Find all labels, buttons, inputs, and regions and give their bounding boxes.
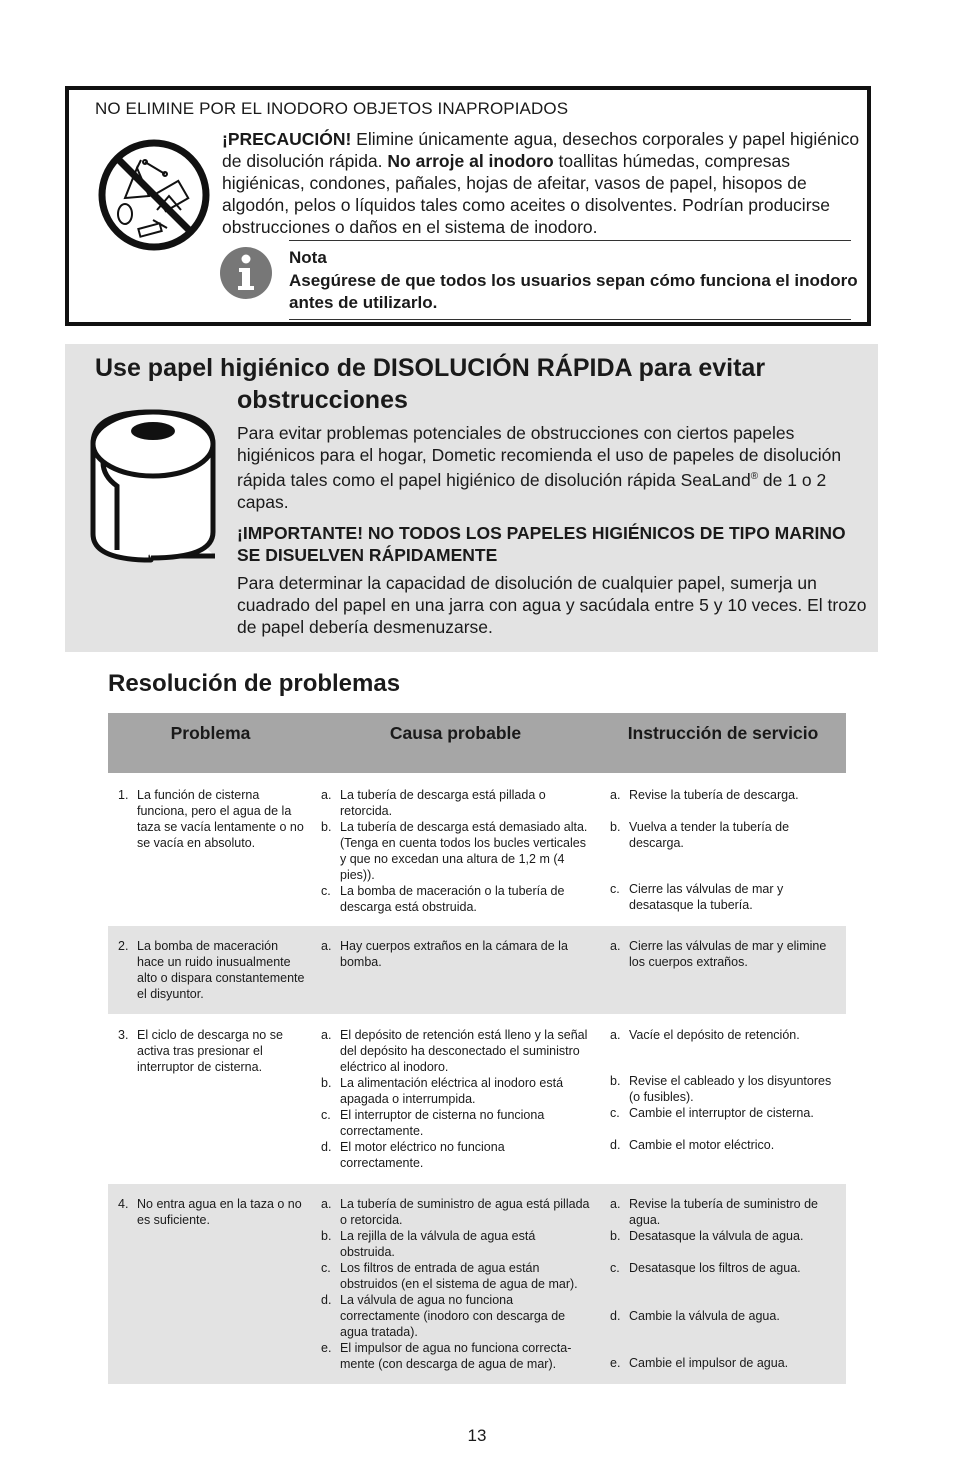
action-marker: a. [610, 1028, 621, 1042]
problem-text: La bomba de maceración hace un ruido inusualmente alto o dispara constantemente el disyuntor. [137, 939, 305, 1001]
problem-text: La función de cisterna funciona, pero el agua de la taza se vacía lentamente o no se vacía en absoluto. [137, 788, 304, 850]
action-text: Revise el cableado y los disyuntores (o fusibles). [629, 1074, 832, 1104]
cause-marker: a. [321, 939, 332, 953]
paper-paragraph-1 [237, 422, 872, 513]
problem-cell [118, 1196, 308, 1228]
problem-cell [118, 938, 308, 1002]
problem-text: No entra agua en la taza o no es suficiente. [137, 1197, 302, 1227]
action-marker: c. [610, 1106, 620, 1120]
action-marker: a. [610, 1197, 621, 1211]
cause-marker: d. [321, 1140, 332, 1154]
caution-text-1: Elimine únicamente agua, desechos corporales y papel higiénico de disolución rápida. [222, 129, 860, 171]
table-row [108, 773, 846, 926]
registered-mark: ® [750, 471, 759, 482]
cause-marker: b. [321, 1229, 332, 1243]
cause-marker: c. [321, 1261, 331, 1275]
cause-text: La tubería de suministro de agua está pillada o retorcida. [340, 1197, 590, 1227]
header-action: Instrucción de servicio [627, 723, 819, 743]
note-divider-bottom [289, 319, 851, 320]
action-text: Desatasque la válvula de agua. [629, 1229, 804, 1243]
action-marker: a. [610, 939, 621, 953]
cause-text: Hay cuerpos extraños en la cámara de la bomba. [340, 939, 568, 969]
action-text: Cambie el impulsor de agua. [629, 1356, 789, 1370]
problem-number: 4. [118, 1197, 129, 1211]
problem-number: 2. [118, 939, 129, 953]
action-marker: d. [610, 1138, 621, 1152]
prohibited-items-icon [97, 138, 211, 252]
panel-title-line2: obstrucciones [237, 386, 408, 414]
toilet-roll-icon [85, 404, 221, 564]
action-text: Vuelva a tender la tubería de descarga. [629, 820, 790, 850]
action-text: Cambie la válvula de agua. [629, 1309, 780, 1323]
cause-text: El impulsor de agua no funciona correcta-mente (con descarga de agua de mar). [340, 1341, 572, 1371]
header-problem: Problema [170, 723, 251, 743]
note-title: Nota [289, 248, 327, 267]
action-text: Cierre las válvulas de mar y desatasque la tubería. [629, 882, 784, 912]
cause-marker: d. [321, 1293, 332, 1307]
problem-cell [118, 787, 308, 851]
table-header [108, 713, 846, 773]
page-number: 13 [467, 1426, 487, 1445]
problem-number: 1. [118, 788, 129, 802]
paper-paragraph-1-b: de 1 o 2 capas. [237, 469, 827, 512]
cause-marker: e. [321, 1341, 332, 1355]
action-cell [610, 1196, 840, 1371]
action-cell [610, 1027, 840, 1153]
cause-cell [321, 787, 591, 915]
cause-marker: c. [321, 884, 331, 898]
cause-text: La tubería de descarga está pillada o retorcida. [340, 788, 546, 818]
cause-marker: a. [321, 1197, 332, 1211]
table-row [108, 926, 846, 1014]
warning-title: NO ELIMINE POR EL INODORO OBJETOS INAPROPIADOS [95, 99, 569, 118]
cause-marker: a. [321, 1028, 332, 1042]
troubleshooting-title: Resolución de problemas [108, 670, 401, 697]
problem-number: 3. [118, 1028, 129, 1042]
header-cause: Causa probable [389, 723, 522, 743]
troubleshooting-table [108, 713, 846, 1384]
cause-marker: b. [321, 820, 332, 834]
table-row [108, 1184, 846, 1384]
action-marker: b. [610, 1229, 621, 1243]
paper-paragraph-1-a: Para evitar problemas potenciales de obstrucciones con ciertos papeles higiénicos para el hogar, Dometic recomienda el uso de papeles de disolución rápida tales como el papel higiénico de disolución rápida SeaLand [237, 423, 842, 490]
action-cell [610, 938, 840, 970]
caution-label: ¡PRECAUCIÓN! [222, 129, 352, 149]
cause-text: La tubería de descarga está demasiado alta. (Tenga en cuenta todos los bucles verticales y que no excedan una altura de 1,2 m (4 pies)). [340, 820, 588, 882]
action-text: Cambie el motor eléctrico. [629, 1138, 775, 1152]
cause-marker: c. [321, 1108, 331, 1122]
cause-cell [321, 938, 591, 970]
caution-bold-2: No arroje al inodoro [387, 151, 554, 171]
cause-text: El motor eléctrico no funciona correctamente. [340, 1140, 505, 1170]
problem-cell [118, 1027, 308, 1075]
action-marker: b. [610, 1074, 621, 1088]
table-row [108, 1014, 846, 1184]
action-text: Vacíe el depósito de retención. [629, 1028, 800, 1042]
action-text: Cambie el interruptor de cisterna. [629, 1106, 814, 1120]
cause-cell [321, 1027, 591, 1171]
action-text: Cierre las válvulas de mar y elimine los cuerpos extraños. [629, 939, 827, 969]
cause-text: El depósito de retención está lleno y la señal del depósito ha desconectado el suministro eléctrico al inodoro. [340, 1028, 588, 1074]
action-text: Revise la tubería de descarga. [629, 788, 799, 802]
cause-text: El interruptor de cisterna no funciona correctamente. [340, 1108, 545, 1138]
note-divider-top [289, 240, 851, 241]
cause-marker: b. [321, 1076, 332, 1090]
toilet-paper-panel [65, 344, 878, 652]
important-heading: ¡IMPORTANTE! NO TODOS LOS PAPELES HIGIÉNICOS DE TIPO MARINO SE DISUELVEN RÁPIDAMENTE [237, 523, 846, 565]
action-marker: c. [610, 1261, 620, 1275]
caution-text [222, 128, 862, 238]
cause-marker: a. [321, 788, 332, 802]
cause-text: Los filtros de entrada de agua están obstruidos (en el sistema de agua de mar). [340, 1261, 578, 1291]
cause-text: La válvula de agua no funciona correctamente (inodoro con descarga de agua tratada). [340, 1293, 566, 1339]
action-cell [610, 787, 840, 913]
action-marker: d. [610, 1309, 621, 1323]
caution-text-2: toallitas húmedas, compresas higiénicas, condones, pañales, hojas de afeitar, vasos de papel, hisopos de algodón, pelos o líquidos tales como aceites o disolventes. Podrían producirse obstrucciones o daños en el sistema de inodoro. [222, 151, 831, 237]
action-marker: a. [610, 788, 621, 802]
cause-text: La bomba de maceración o la tubería de descarga está obstruida. [340, 884, 565, 914]
action-marker: b. [610, 820, 621, 834]
action-text: Revise la tubería de suministro de agua. [629, 1197, 818, 1227]
action-marker: e. [610, 1356, 621, 1370]
info-icon [219, 246, 273, 300]
action-text: Desatasque los filtros de agua. [629, 1261, 801, 1275]
paper-paragraph-2: Para determinar la capacidad de disolución de cualquier papel, sumerja un cuadrado del papel en una jarra con agua y sacúdala entre 5 y 10 veces. El trozo de papel debería desmenuzarse. [237, 573, 867, 637]
cause-text: La alimentación eléctrica al inodoro está apagada o interrumpida. [340, 1076, 564, 1106]
cause-text: La rejilla de la válvula de agua está obstruida. [340, 1229, 536, 1259]
cause-cell [321, 1196, 591, 1372]
action-marker: c. [610, 882, 620, 896]
warning-box [65, 86, 871, 326]
note-text: Asegúrese de que todos los usuarios sepan cómo funciona el inodoro antes de utilizarlo. [289, 271, 858, 312]
problem-text: El ciclo de descarga no se activa tras presionar el interruptor de cisterna. [137, 1028, 283, 1074]
panel-title-line1: Use papel higiénico de DISOLUCIÓN RÁPIDA para evitar [95, 354, 766, 382]
